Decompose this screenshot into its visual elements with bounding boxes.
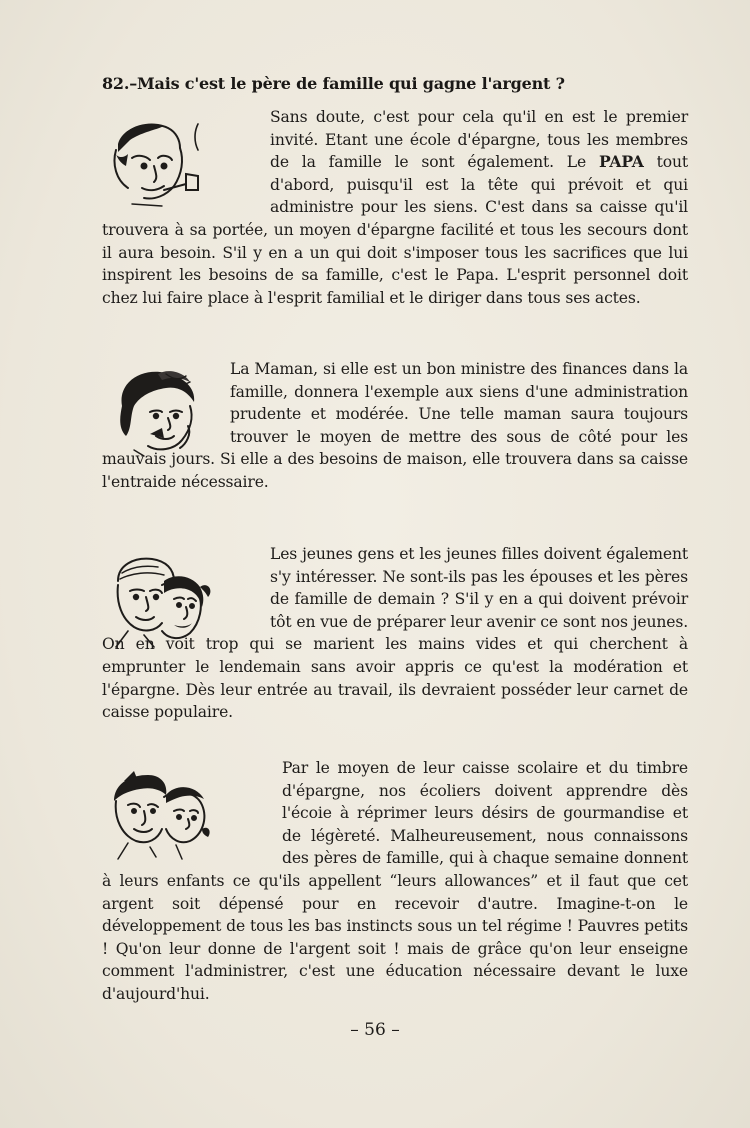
mother-section [102,358,688,494]
children-section [102,757,688,1006]
father-with-pipe-drawing [102,114,214,214]
father-text-after: tout d'abord, puisqu'il est la tête qui prévoit et qui administre pour les siens. C'est dans sa caisse qu'il trouvera à sa portée, un moyen d'épargne facilité et tous les secours dont il aura besoin. S'il y en a un qui doit s'imposer tous les sacrifices que lui inspirent les besoins de sa famille, c'est le Papa. L'esprit personnel doit chez lui faire place à l'esprit familial et le diriger dans tous ses actes. [102,153,689,307]
father-section [102,106,688,309]
youth-section [102,543,688,724]
section-heading: 82.–Mais c'est le père de famille qui gagne l'argent ? [102,74,565,93]
papa-emphasis: PAPA [598,152,644,172]
schoolchildren-drawing [104,767,216,863]
father-text-before: Sans doute, c'est pour cela qu'il en est le premier invité. Etant une école d'épargne, tous les membres de la famille le sont également. Le [270,108,688,172]
mother-drawing [104,366,208,458]
youth-text: Les jeunes gens et les jeunes filles doivent également s'y intéresser. Ne sont-ils pas les épouses et les pères de famille de demain ? S'il y en a qui doivent prévoir tôt en vue de préparer leur avenir ce sont nos jeunes. On en voit trop qui se marient les mains vides et qui cherchent à emprunter le lendemain sans avoir appris ce qu'est la modération et l'épargne. Dès leur entrée au travail, ils devraient posséder leur carnet de caisse populaire. [102,545,688,722]
mother-text: La Maman, si elle est un bon ministre des finances dans la famille, donnera l'exemple aux siens d'une administration prudente et modérée. Une telle maman saura toujours trouver le moyen de mettre des sous de côté pour les mauvais jours. Si elle a des besoins de maison, elle trouvera dans sa caisse l'entraide nécessaire. [102,360,688,491]
young-couple-drawing [104,551,216,651]
children-text: Par le moyen de leur caisse scolaire et du timbre d'épargne, nos écoliers doivent apprendre dès l'écoie à réprimer leurs désirs de gourmandise et de légèreté. Malheureusement, nous connaissons des pères de famille, qui à chaque semaine donnent à leurs enfants ce qu'ils appellent “leurs allowances” et il faut que cet argent soit dépensé pour en recevoir d'autre. Imagine-t-on le développement de tous les bas instincts sous un tel régime ! Pauvres petits ! Qu'on leur donne de l'argent soit ! mais de grâce qu'on leur enseigne comment l'administrer, c'est une éducation nécessaire devant le luxe d'aujourd'hui. [102,759,688,1003]
page-number: – 56 – [350,1020,400,1040]
